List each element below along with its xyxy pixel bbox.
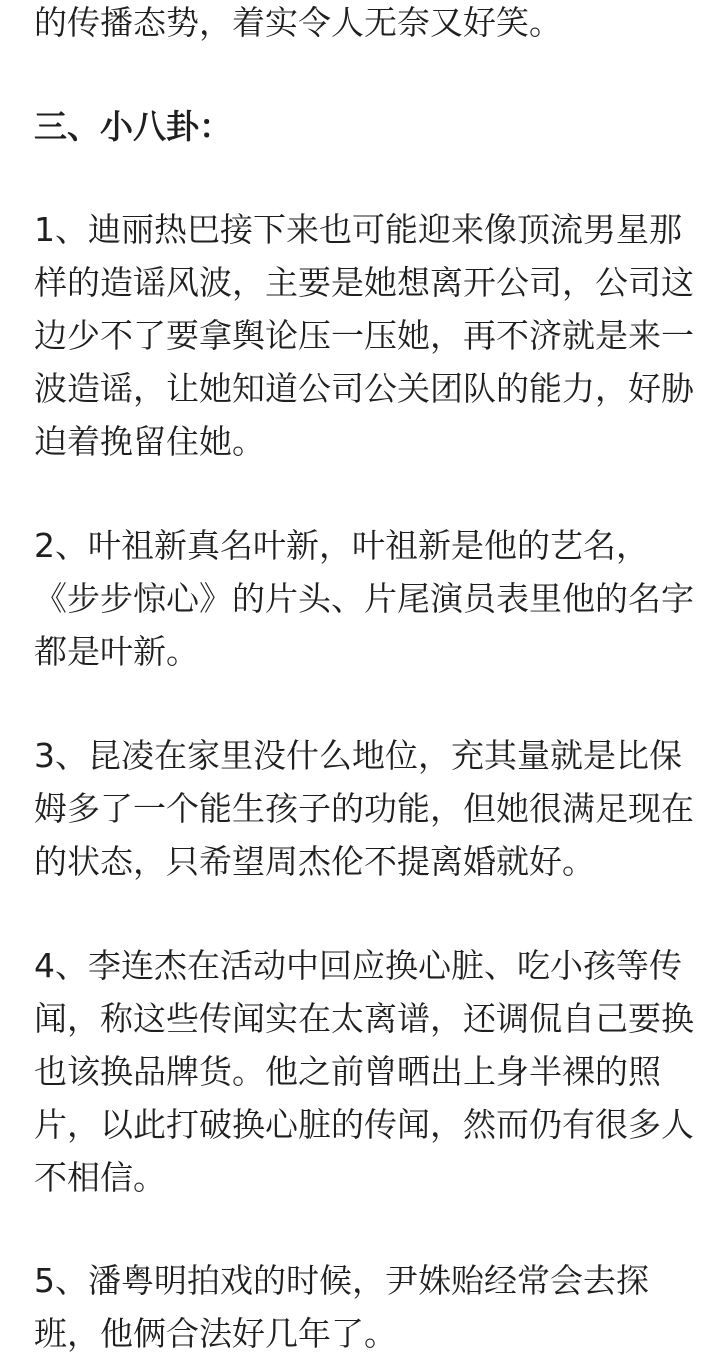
gossip-item-4: 4、李连杰在活动中回应换心脏、吃小孩等传闻，称这些传闻实在太离谱，还调侃自己要换也该换品牌货。他之前曾晒出上身半裸的照片，以此打破换心脏的传闻，然而仍有很多人不相信。 [34,946,694,1197]
section-heading: 三、小八卦： [34,107,232,146]
gossip-item-1: 1、迪丽热巴接下来也可能迎来像顶流男星那样的造谣风波，主要是她想离开公司，公司这边少不了要拿舆论压一压她，再不济就是来一波造谣，让她知道公司公关团队的能力，好胁迫着挽留住她。 [34,210,694,461]
gossip-item-5: 5、潘粤明拍戏的时候，尹姝贻经常会去探班，他俩合法好几年了。 [34,1261,649,1353]
gossip-item-3: 3、昆凌在家里没什么地位，充其量就是比保姆多了一个能生孩子的功能，但她很满足现在的状态，只希望周杰伦不提离婚就好。 [34,736,694,881]
article-body [34,0,694,1360]
gossip-item-2: 2、叶祖新真名叶新，叶祖新是他的艺名，《步步惊心》的片头、片尾演员表里他的名字都是叶新。 [34,526,694,671]
continued-paragraph: 的传播态势，着实令人无奈又好笑。 [34,3,562,42]
